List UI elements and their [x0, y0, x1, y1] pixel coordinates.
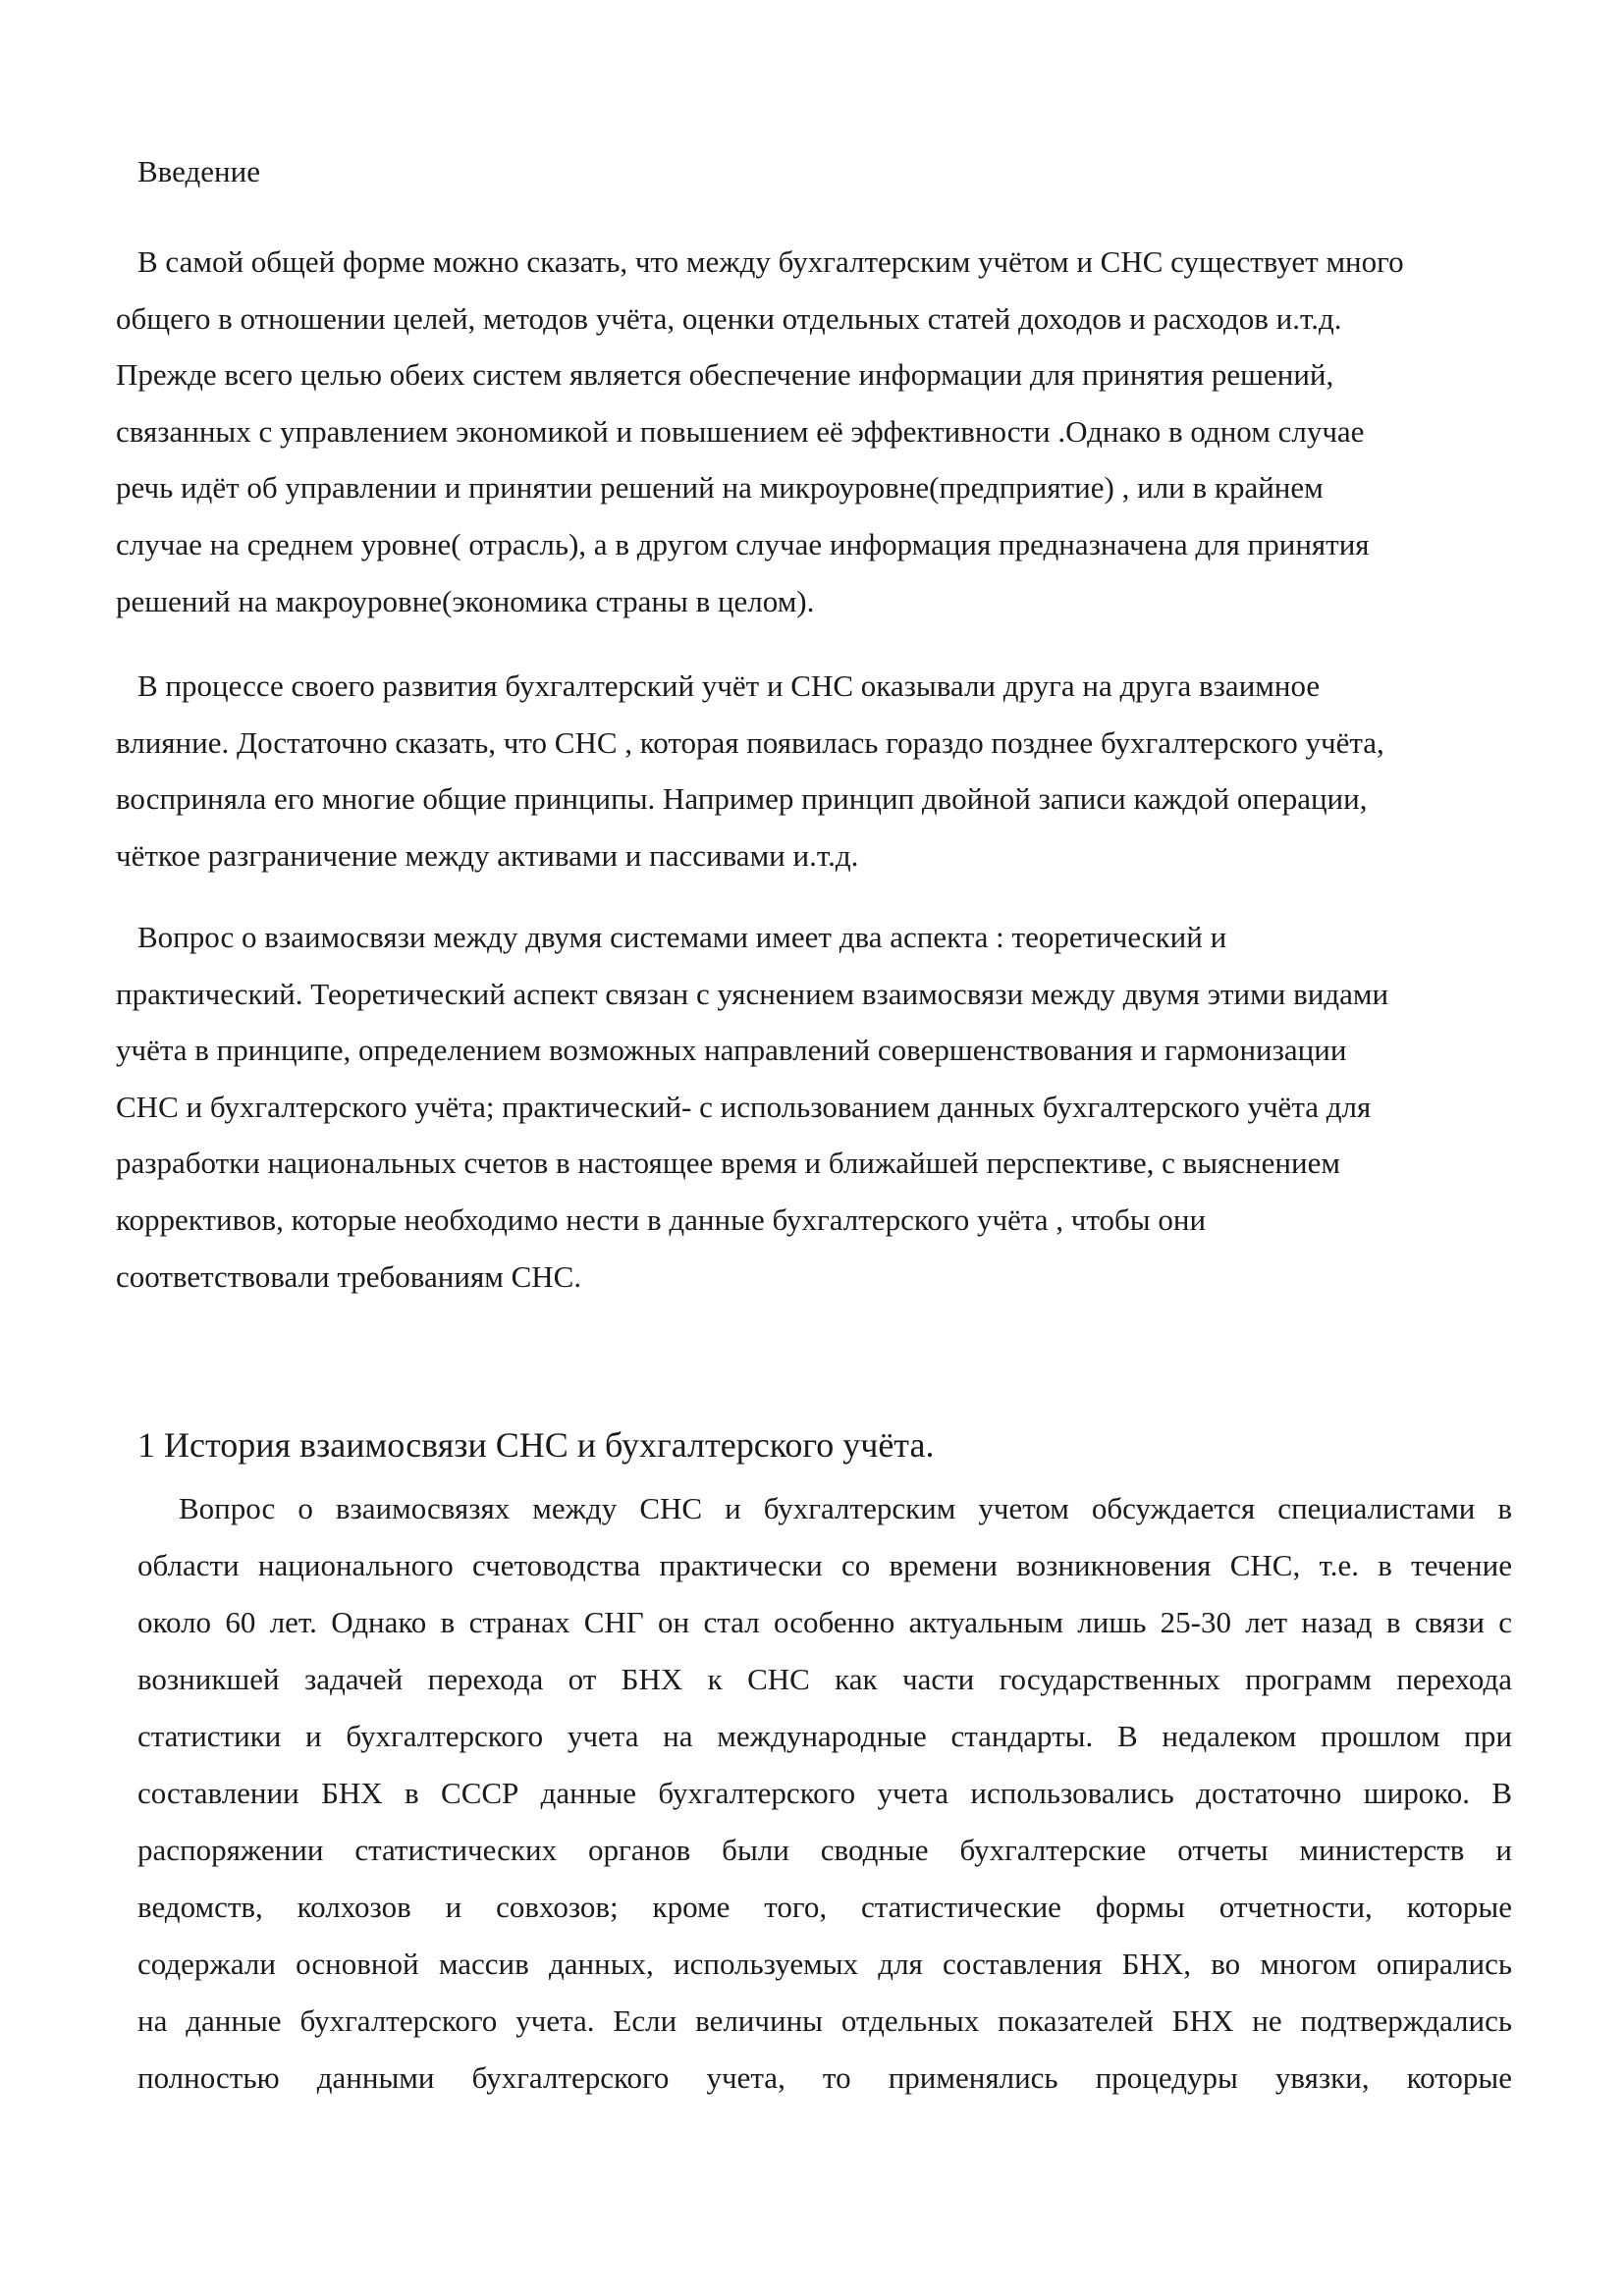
text-line: около 60 лет. Однако в странах СНГ он стал особенно актуальным лишь 25-30 лет назад в связи с: [137, 1605, 1512, 1639]
text-line: области национального счетоводства практически со времени возникновения СНС, т.е. в течение: [137, 1548, 1512, 1582]
text-line: полностью данными бухгалтерского учета, то применялись процедуры увязки, которые: [137, 2060, 1512, 2095]
text-line: на данные бухгалтерского учета. Если величины отдельных показателей БНХ не подтверждались: [137, 2003, 1512, 2038]
text-line: возникшей задачей перехода от БНХ к СНС как части государственных программ перехода: [137, 1662, 1512, 1696]
text-line: статистики и бухгалтерского учета на международные стандарты. В недалеком прошлом при: [137, 1719, 1512, 1753]
text-line: Вопрос о взаимосвязях между СНС и бухгалтерским учетом обсуждается специалистами в: [179, 1491, 1512, 1525]
text-line: решений на макроуровне(экономика страны в целом).: [116, 583, 815, 618]
text-line: СНС и бухгалтерского учёта; практический- с использованием данных бухгалтерского учёта для: [116, 1089, 1372, 1124]
text-line: содержали основной массив данных, используемых для составления БНХ, во многом опирались: [137, 1947, 1512, 1981]
text-line: коррективов, которые необходимо нести в данные бухгалтерского учёта , чтобы они: [116, 1201, 1207, 1237]
text-line: общего в отношении целей, методов учёта, оценки отдельных статей доходов и расходов и.т.д.: [116, 300, 1342, 336]
intro-paragraph-1: [116, 234, 1510, 629]
text-line: связанных с управлением экономикой и повышением её эффективности .Однако в одном случае: [116, 413, 1365, 449]
text-line: В процессе своего развития бухгалтерский учёт и СНС оказывали друга на друга взаимное: [137, 668, 1321, 703]
text-line: влияние. Достаточно сказать, что СНС , которая появилась гораздо позднее бухгалтерского учёта,: [116, 724, 1384, 760]
text-line: практический. Теоретический аспект связан с уяснением взаимосвязи между двумя этими видами: [116, 976, 1389, 1011]
text-line: Вопрос о взаимосвязи между двумя системами имеет два аспекта : теоретический и: [137, 920, 1227, 954]
intro-heading: Введение: [137, 154, 260, 188]
text-line: ведомств, колхозов и совхозов; кроме того, статистические формы отчетности, которые: [137, 1890, 1512, 1924]
text-line: Прежде всего целью обеих систем является обеспечение информации для принятия решений,: [116, 357, 1334, 393]
intro-paragraph-2: [116, 658, 1510, 883]
text-line: чёткое разграничение между активами и пассивами и.т.д.: [116, 837, 859, 873]
text-line: речь идёт об управлении и принятии решений на микроуровне(предприятие) , или в крайнем: [116, 470, 1324, 506]
section-title: 1 История взаимосвязи СНС и бухгалтерского учёта.: [137, 1425, 935, 1465]
text-line: составлении БНХ в СССР данные бухгалтерского учета использовались достаточно широко. В: [137, 1776, 1512, 1810]
text-line: случае на среднем уровне( отрасль), а в другом случае информация предназначена для принятия: [116, 526, 1370, 561]
text-line: восприняла его многие общие принципы. Например принцип двойной записи каждой операции,: [116, 781, 1368, 817]
text-line: учёта в принципе, определением возможных направлений совершенствования и гармонизации: [116, 1033, 1347, 1068]
text-line: разработки национальных счетов в настоящее время и ближайшей перспективе, с выяснением: [116, 1146, 1340, 1181]
intro-paragraph-3: [116, 909, 1510, 1305]
text-line: В самой общей форме можно сказать, что между бухгалтерским учётом и СНС существует много: [137, 244, 1404, 279]
text-line: соответствовали требованиям СНС.: [116, 1258, 582, 1294]
text-line: распоряжении статистических органов были сводные бухгалтерские отчеты министерств и: [137, 1833, 1512, 1867]
section-paragraph: [137, 1480, 1512, 2107]
